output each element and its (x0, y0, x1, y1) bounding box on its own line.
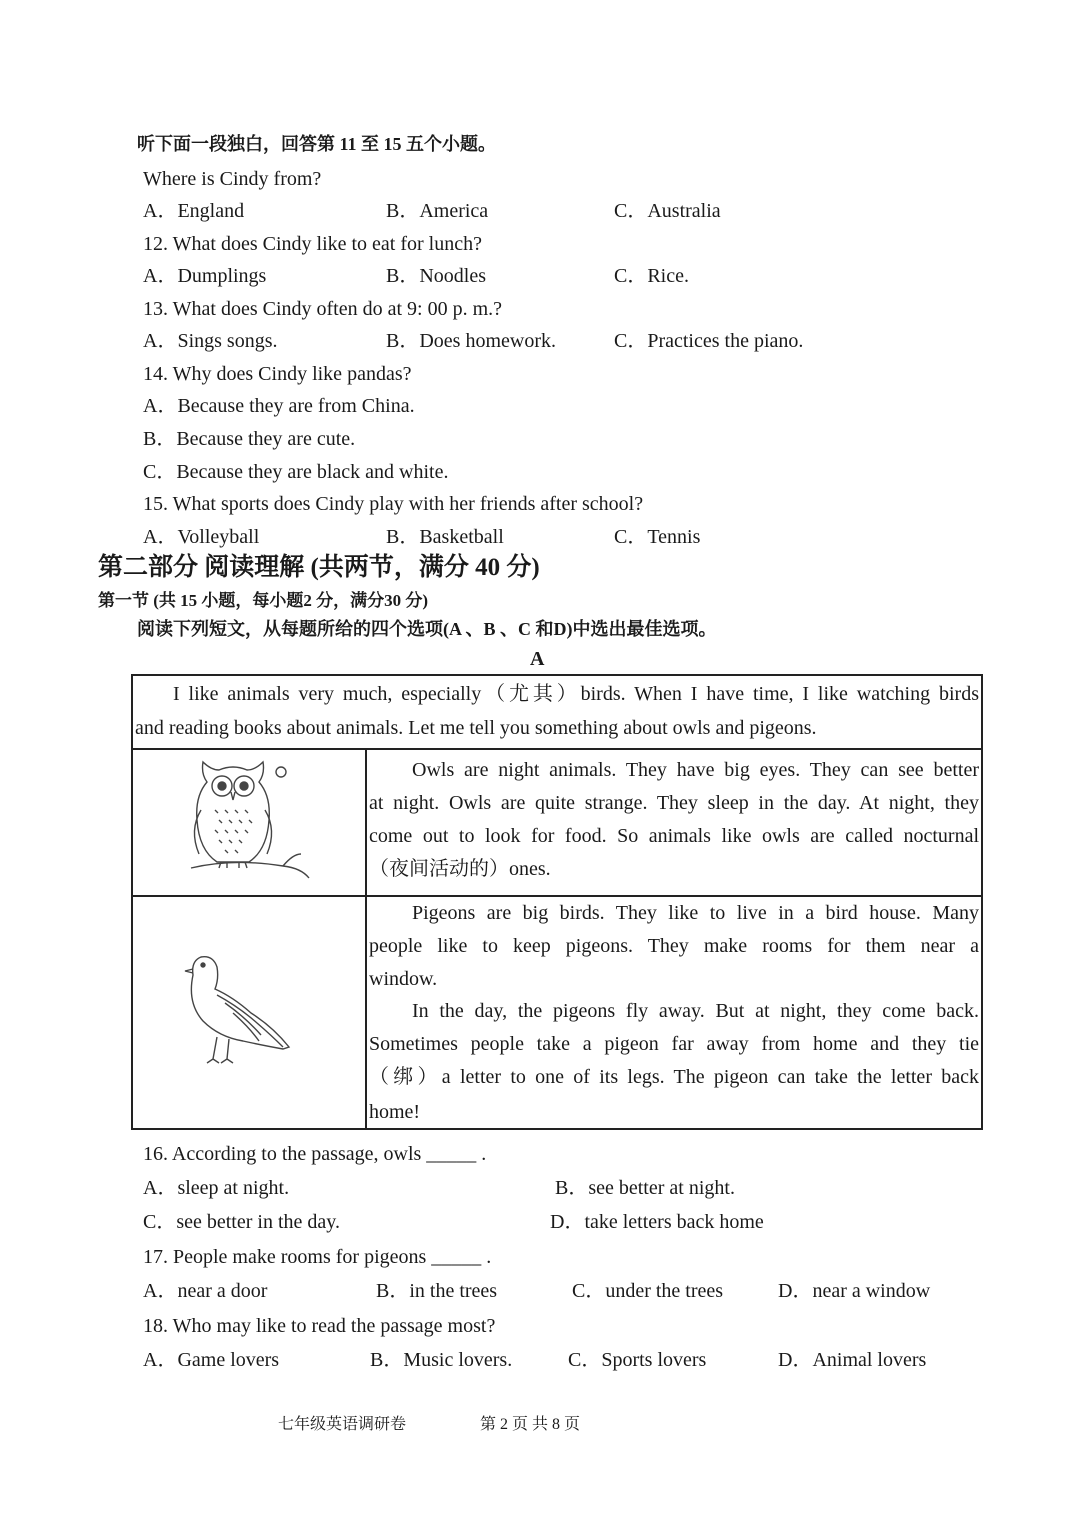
listening-intro: 听下面一段独白，回答第 11 至 15 五个小题。 (137, 134, 497, 154)
owl-line-1: Owls are night animals. They have big eyes. They can see better (412, 759, 979, 781)
option-18-d: D．Animal lovers (778, 1349, 927, 1371)
passage-intro-line-2: and reading books about animals. Let me tell you something about owls and pigeons. (135, 717, 817, 739)
option-12-b: B．Noodles (386, 265, 486, 287)
pigeon-line-5: Sometimes people take a pigeon far away from home and they tie (369, 1033, 979, 1055)
question-12: 12. What does Cindy like to eat for lunch? (143, 233, 482, 255)
option-12-a: A．Dumplings (143, 265, 267, 287)
option-18-a: A．Game lovers (143, 1349, 280, 1371)
option-15-b: B．Basketball (386, 526, 504, 548)
option-14-b: B．Because they are cute. (143, 428, 356, 450)
option-11-c: C．Australia (614, 200, 721, 222)
footer-page-number: 第 2 页 共 8 页 (480, 1416, 581, 1433)
option-15-a: A．Volleyball (143, 526, 260, 548)
option-16-a: A．sleep at night. (143, 1177, 290, 1199)
option-14-a: A．Because they are from China. (143, 395, 415, 417)
option-17-d: D．near a window (778, 1280, 931, 1302)
section1-heading: 第一节 (共 15 小题，每小题2 分，满分30 分) (98, 591, 429, 610)
option-17-a: A．near a door (143, 1280, 268, 1302)
owl-icon (133, 750, 365, 895)
question-15: 15. What sports does Cindy play with her friends after school? (143, 493, 644, 515)
pigeon-line-1: Pigeons are big birds. They like to live in a bird house. Many (412, 902, 979, 924)
owl-row (133, 750, 981, 897)
option-13-a: A．Sings songs. (143, 330, 278, 352)
option-16-d: D．take letters back home (550, 1211, 764, 1233)
passage-intro-line-1: I like animals very much, especially（尤其）birds. When I have time, I like watching birds (173, 683, 979, 705)
question-17: 17. People make rooms for pigeons _____ . (143, 1246, 492, 1268)
pigeon-image-cell (133, 897, 367, 1128)
reading-instruction: 阅读下列短文，从每题所给的四个选项(A 、B 、C 和D)中选出最佳选项。 (137, 619, 717, 639)
option-14-c: C．Because they are black and white. (143, 461, 449, 483)
option-15-c: C．Tennis (614, 526, 701, 548)
question-18: 18. Who may like to read the passage most? (143, 1315, 496, 1337)
option-16-c: C．see better in the day. (143, 1211, 340, 1233)
question-14: 14. Why does Cindy like pandas? (143, 363, 412, 385)
pigeon-icon (133, 897, 365, 1126)
passage-table (131, 674, 983, 1130)
owl-text-cell (369, 750, 981, 895)
passage-label: A (530, 648, 545, 670)
option-11-a: A．England (143, 200, 245, 222)
part2-heading: 第二部分 阅读理解 (共两节，满分 40 分) (98, 554, 540, 581)
pigeon-line-7: home! (369, 1101, 421, 1123)
owl-line-3: come out to look for food. So animals like owls are called nocturnal (369, 825, 979, 847)
option-11-b: B．America (386, 200, 489, 222)
pigeon-line-2: people like to keep pigeons. They make rooms for them near a (369, 935, 979, 957)
pigeon-row (133, 897, 981, 1128)
pigeon-text-cell (369, 897, 981, 1128)
pigeon-line-4: In the day, the pigeons fly away. But at night, they come back. (412, 1000, 979, 1022)
option-13-c: C．Practices the piano. (614, 330, 804, 352)
owl-line-2: at night. Owls are quite strange. They sleep in the day. At night, they (369, 792, 979, 814)
option-17-b: B．in the trees (376, 1280, 498, 1302)
option-12-c: C．Rice. (614, 265, 689, 287)
option-18-c: C．Sports lovers (568, 1349, 707, 1371)
pigeon-line-3: window. (369, 968, 438, 990)
owl-line-4: （夜间活动的）ones. (369, 858, 551, 880)
passage-intro-row (133, 676, 981, 750)
option-17-c: C．under the trees (572, 1280, 724, 1302)
owl-image-cell (133, 750, 367, 895)
option-16-b: B．see better at night. (555, 1177, 735, 1199)
option-13-b: B．Does homework. (386, 330, 556, 352)
question-11: Where is Cindy from? (143, 168, 322, 190)
pigeon-line-6: （绑）a letter to one of its legs. The pigeon can take the letter back (369, 1066, 979, 1088)
question-13: 13. What does Cindy often do at 9: 00 p. m.? (143, 298, 503, 320)
question-16: 16. According to the passage, owls _____ . (143, 1143, 487, 1165)
option-18-b: B．Music lovers. (370, 1349, 513, 1371)
footer-title: 七年级英语调研卷 (278, 1416, 407, 1433)
